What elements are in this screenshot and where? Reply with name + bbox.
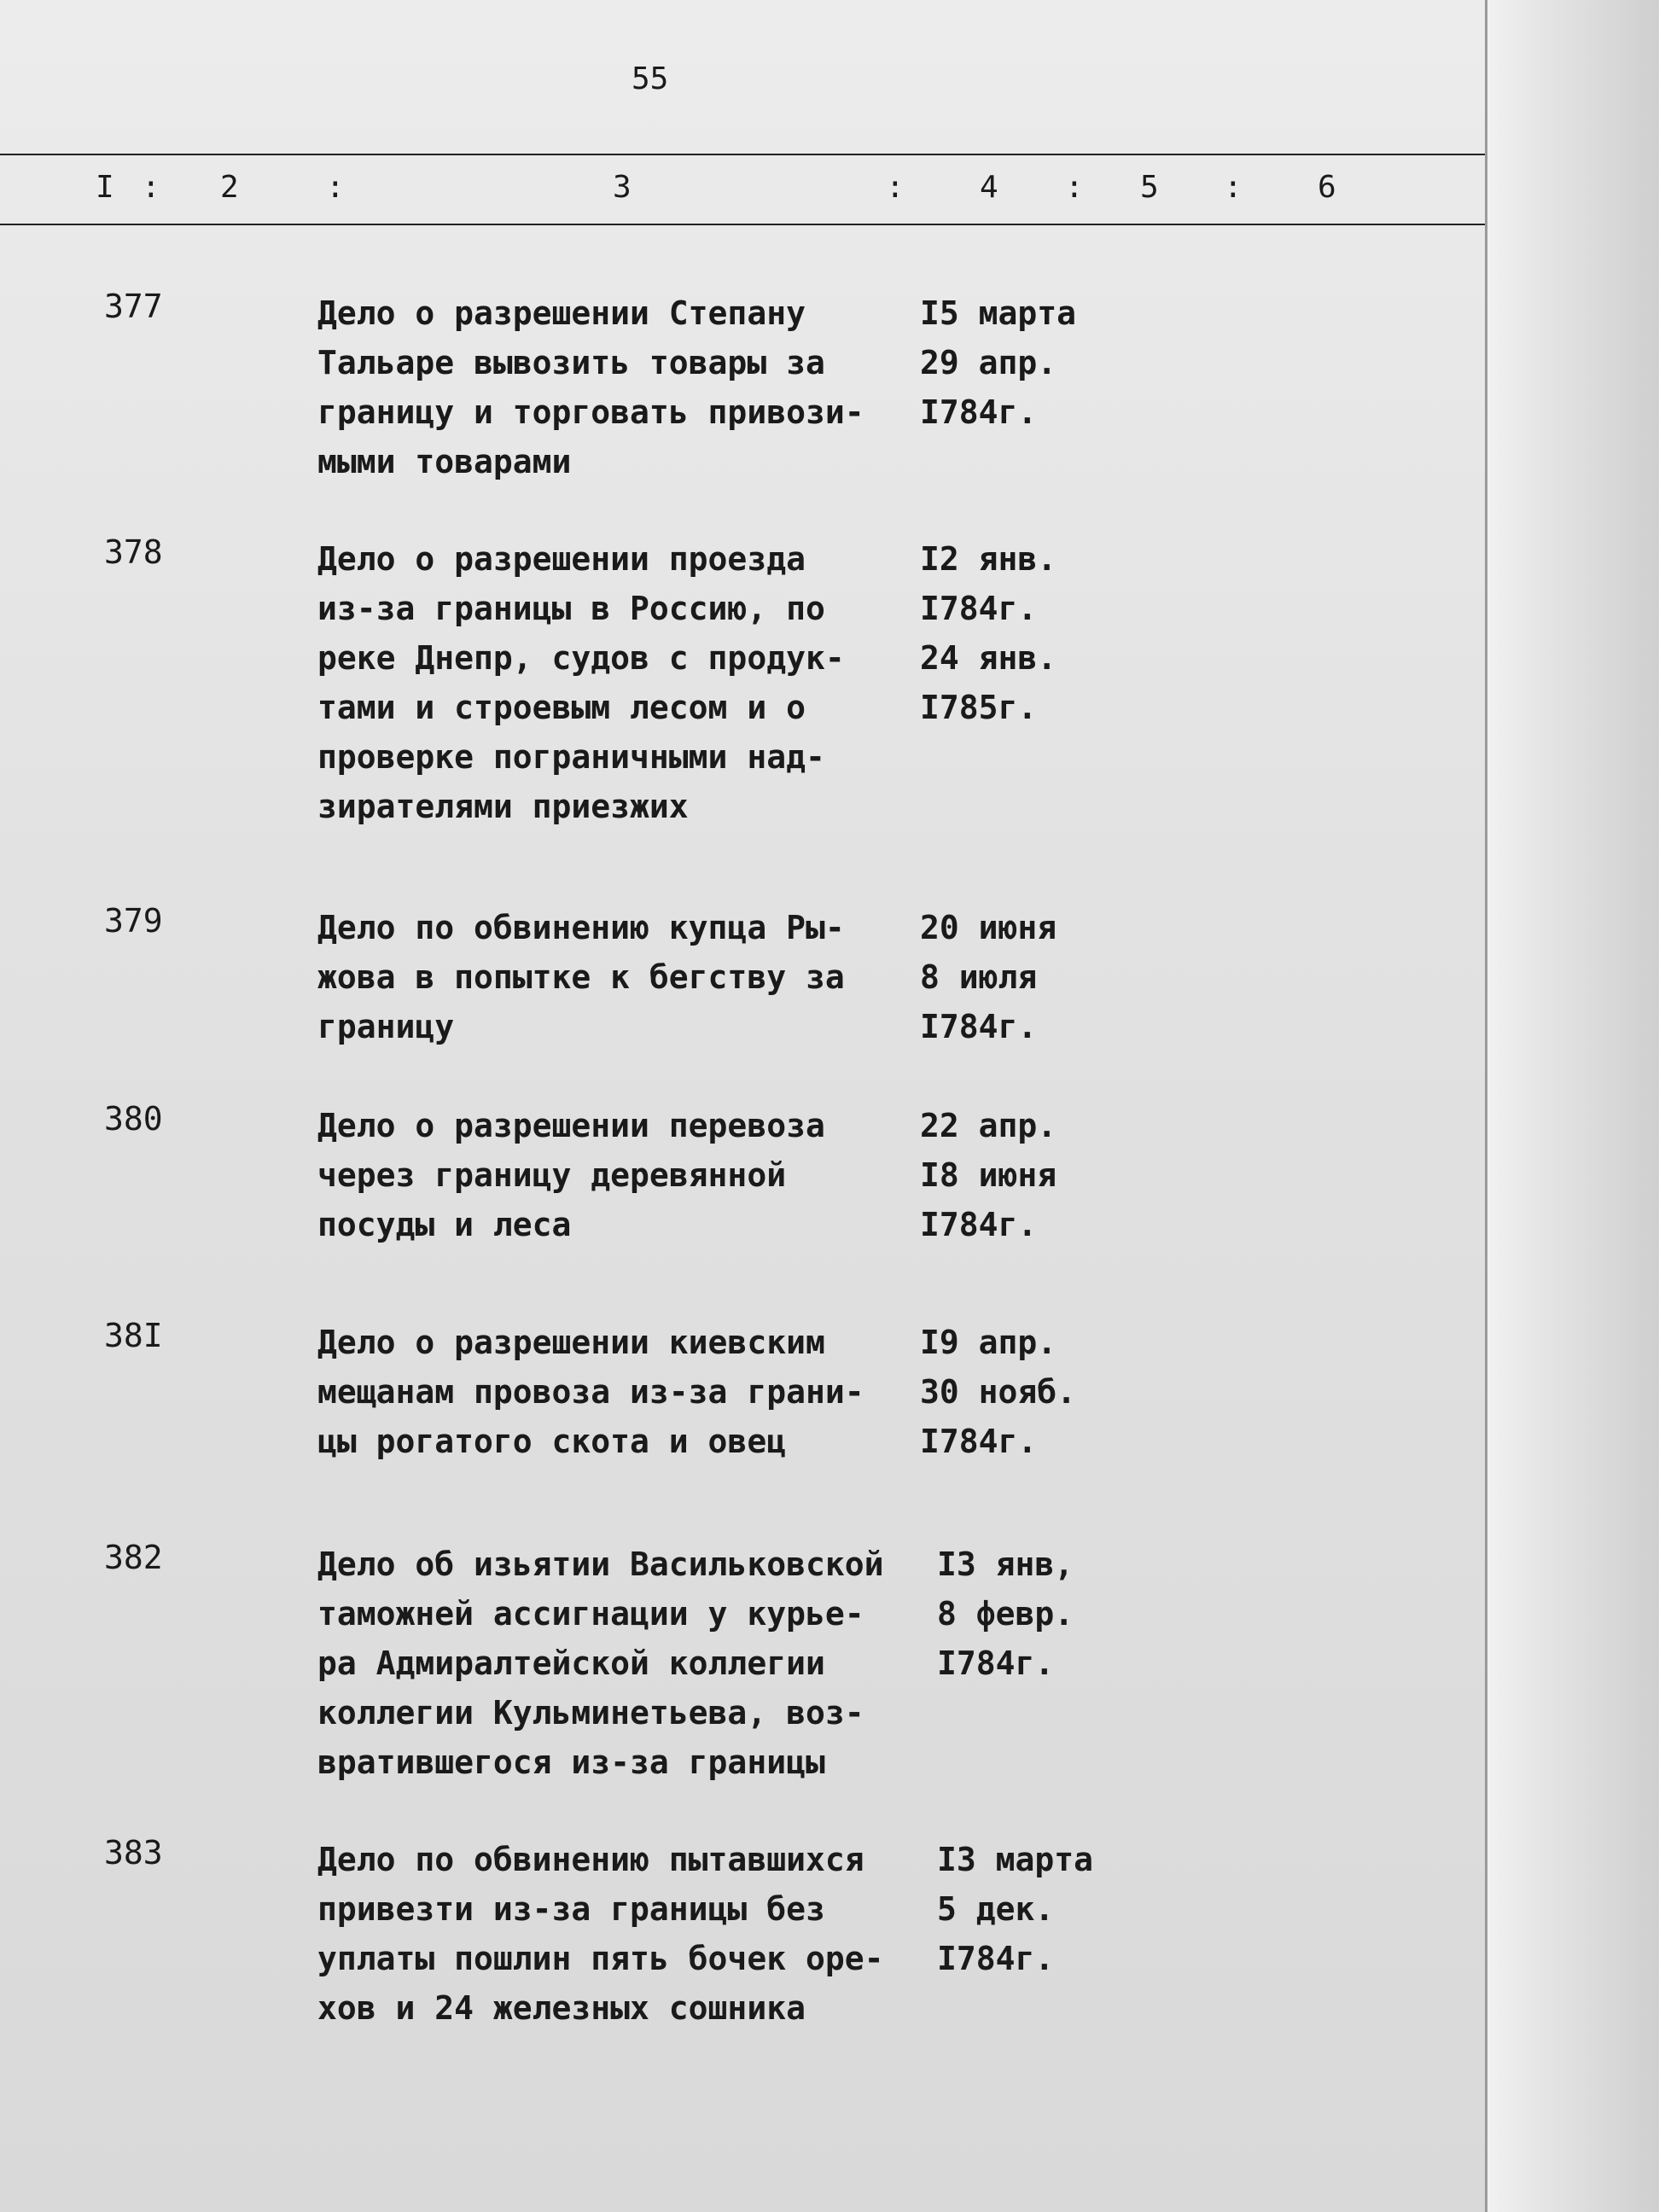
entry-number: 383 — [104, 1834, 163, 1871]
entry-title: Дело о разрешении Степану Тальаре вывозить товары за границу и торговать привози- мыми товарами — [317, 294, 864, 480]
entry-dates: I3 марта 5 дек. I784г. — [937, 1841, 1094, 1977]
entry-dates: 22 апр. I8 июня I784г. — [920, 1107, 1057, 1243]
column-separator: : — [1065, 170, 1084, 205]
entry-title: Дело по обвинению пытавшихся привезти из-за границы без уплаты пошлин пять бочек оре- хов и 24 железных сошника — [317, 1841, 884, 2027]
column-header-1: I — [96, 170, 114, 205]
entry-title: Дело о разрешении перевоза через границу деревянной посуды и леса — [317, 1107, 825, 1243]
column-header-3: 3 — [613, 170, 632, 205]
entry-number: 378 — [104, 533, 163, 571]
entry-title: Дело по обвинению купца Ры- жова в попытке к бегству за границу — [317, 909, 845, 1045]
entry-title: Дело об изьятии Васильковской таможней ассигнации у курье- ра Адмиралтейской коллегии коллегии Кульминетьева, воз- вратившегося из-за границы — [317, 1545, 884, 1781]
entry-title: Дело о разрешении проезда из-за границы в Россию, по реке Днепр, судов с продук- тами и строевым лесом и о проверке пограничными над- зирателями приезжих — [317, 540, 845, 825]
entry-dates: I3 янв, 8 февр. I784г. — [937, 1545, 1074, 1682]
entry-number: 380 — [104, 1100, 163, 1138]
entry-dates: I2 янв. I784г. 24 янв. I785г. — [920, 540, 1057, 726]
column-header-4: 4 — [980, 170, 998, 205]
entry-dates: I5 марта 29 апр. I784г. — [920, 294, 1077, 431]
entry-number: 38I — [104, 1317, 163, 1354]
entry-title: Дело о разрешении киевским мещанам провоза из-за грани- цы рогатого скота и овец — [317, 1324, 864, 1460]
header-rule-bottom — [0, 224, 1485, 225]
entry-dates: I9 апр. 30 нояб. I784г. — [920, 1324, 1077, 1460]
page-number: 55 — [632, 61, 669, 96]
column-separator: : — [1224, 170, 1243, 205]
entry-number: 377 — [104, 288, 163, 325]
entry-dates: 20 июня 8 июля I784г. — [920, 909, 1057, 1045]
column-separator: : — [886, 170, 905, 205]
column-header-6: 6 — [1318, 170, 1336, 205]
header-rule-top — [0, 154, 1485, 155]
entry-number: 382 — [104, 1539, 163, 1576]
column-separator: : — [326, 170, 345, 205]
column-separator: : — [142, 170, 160, 205]
column-header-2: 2 — [220, 170, 239, 205]
next-page-edge — [1485, 0, 1659, 2212]
entry-number: 379 — [104, 902, 163, 940]
column-header-5: 5 — [1140, 170, 1159, 205]
